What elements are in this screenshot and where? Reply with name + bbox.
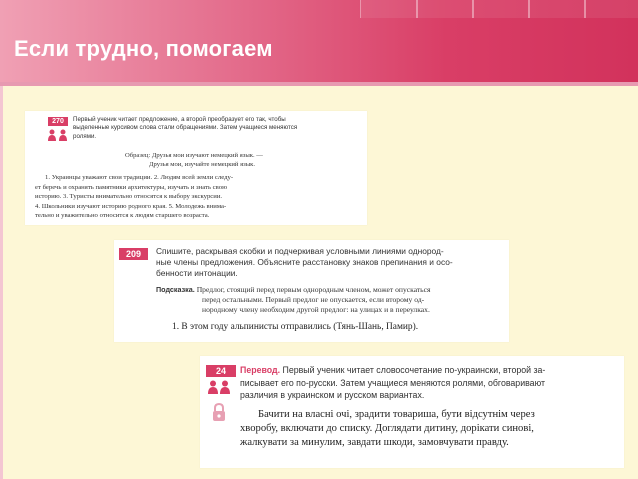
header-decor — [472, 0, 530, 18]
sample-line: Друзья мои, изучайте немецкий язык. — [149, 160, 256, 168]
hint-line: перед остальными. Первый предлог не опускается, если второму од- — [202, 295, 425, 305]
task-line: выделенные курсивом слова стали обращениями. Затем учащиеся меняются — [73, 124, 298, 132]
exercise-card-209 — [114, 240, 509, 342]
task-line: ролями. — [73, 132, 97, 140]
task-line: Спишите, раскрывая скобки и подчеркивая условными линиями однород- — [156, 246, 444, 256]
pair-work-icon — [207, 380, 231, 394]
exercise-card-270 — [25, 111, 367, 225]
hint-line: Предлог, стоящий перед первым однородным членом, может опускаться — [196, 285, 431, 294]
exercise-line: 1. Украинцы уважают свои традиции. 2. Людям всей земли следу- — [45, 174, 234, 181]
exercise-line: Бачити на власні очі, зрадити товариша, бути відсутнім через — [258, 409, 535, 420]
left-accent-bar — [0, 86, 3, 479]
header-divider — [0, 82, 638, 86]
exercise-text: 1. В этом году альпинисты отправились (Тянь-Шань, Памир). — [172, 322, 419, 332]
exercise-line: 4. Школьники изучают историю родного края. 5. Молодежь внима- — [35, 202, 227, 210]
exercise-task — [156, 246, 506, 280]
exercise-number: 24 — [206, 365, 236, 377]
exercise-task — [73, 116, 358, 141]
exercise-hint — [156, 285, 506, 316]
task-line: ные члены предложения. Объясните расстановку знаков препинания и осо- — [156, 257, 453, 268]
pair-work-icon — [47, 129, 69, 141]
task-line: Первый ученик читает словосочетание по-украински, второй за- — [282, 365, 546, 375]
lock-icon — [211, 402, 227, 422]
exercise-line: историю. 3. Туристы внимательно относятся к выбору экскурсии. — [35, 193, 223, 201]
hint-line: нородному члену необходим другой предлог: на улицах и в переулках. — [202, 305, 430, 315]
exercise-text — [240, 408, 620, 449]
exercise-line: ет беречь и охранять памятники архитектуры, изучать и знать свою — [35, 183, 228, 191]
task-lead: Перевод. — [240, 365, 281, 375]
header-decor — [416, 0, 474, 18]
exercise-line: жалкувати за минулим, завдати шкоди, замовчувати правду. — [240, 436, 509, 448]
task-line: различия в украинском и русском вариантах. — [240, 390, 425, 401]
header-decor — [360, 0, 418, 18]
exercise-number: 209 — [119, 248, 148, 260]
slide-title: Если трудно, помогаем — [14, 36, 273, 61]
exercise-card-24 — [200, 356, 624, 468]
task-line: Первый ученик читает предложение, а второй преобразует его так, чтобы — [73, 116, 286, 123]
exercise-task — [240, 364, 620, 402]
header-decor — [528, 0, 586, 18]
exercise-line: хворобу, включати до списку. Доглядати дитину, дорікати синові, — [240, 422, 534, 434]
exercise-number: 270 — [48, 117, 68, 126]
hint-label: Подсказка. — [156, 285, 195, 294]
sample-line: Образец: Друзья мои изучают немецкий язык. — — [125, 152, 263, 159]
exercise-line: тельно и уважительно относится к людям старшего возраста. — [35, 212, 210, 220]
task-line: писывает его по-русски. Затем учащиеся меняются ролями, обговаривают — [240, 377, 546, 388]
task-line: бенности интонации. — [156, 268, 238, 279]
exercise-text — [35, 173, 360, 221]
slide-header — [0, 0, 638, 82]
exercise-sample — [125, 152, 345, 169]
header-decor — [584, 0, 638, 18]
